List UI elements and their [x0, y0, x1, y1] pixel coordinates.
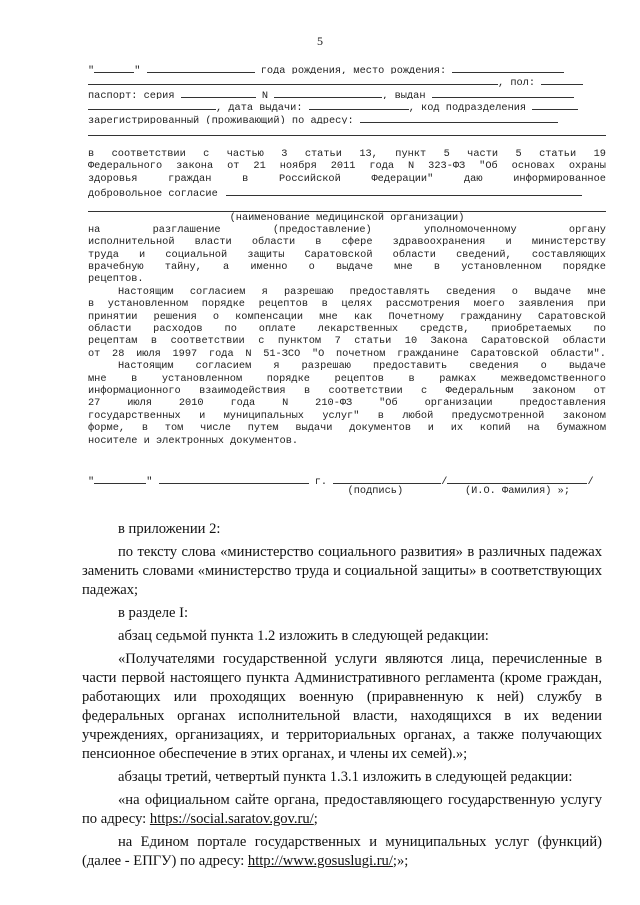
social-saratov-link[interactable]: https://social.saratov.gov.ru/ [149, 811, 314, 827]
form-line-text: добровольное согласие [88, 188, 218, 198]
form-word: Саратовской [538, 310, 606, 323]
quote-close: " [134, 65, 141, 75]
form-word: статьи [539, 147, 577, 160]
form-word: выдаче [568, 360, 606, 373]
form-word: 27 [88, 397, 101, 410]
p8-text: на Едином портале государственных и муниципальных услуг (функций) (далее - ЕПГУ) по адресу: [82, 834, 602, 869]
form-word: бумажном [556, 422, 606, 435]
form-word: области [562, 335, 606, 348]
form-word: сведения [446, 285, 496, 298]
consent-paragraph-3 [88, 286, 606, 360]
form-text-line [88, 261, 606, 273]
form-text-line [88, 173, 606, 185]
form-word: законом [562, 409, 606, 422]
form-word: при [587, 298, 606, 311]
blank-issued [432, 87, 574, 98]
blank-sign-month [159, 473, 309, 484]
form-word: взаимодействия [199, 384, 286, 397]
form-word: на [88, 223, 101, 236]
form-text-line [88, 385, 606, 397]
form-word: 2010 [178, 397, 204, 410]
form-text-line [88, 311, 606, 323]
form-word: разрешаю [301, 360, 351, 373]
name-caption: (И.О. Фамилия) »; [464, 485, 570, 498]
form-word: в [141, 422, 149, 435]
form-word: согласием [195, 360, 252, 373]
form-word: муниципальных [223, 409, 304, 422]
form-word: года [369, 160, 395, 173]
form-word: Закона [430, 335, 468, 348]
form-word: от [227, 160, 240, 173]
issue-date-label: , дата выдачи: [216, 102, 303, 112]
division-code-label: , код подразделения [408, 102, 527, 112]
form-word: тайну, [164, 261, 202, 274]
form-word: разрешаю [284, 285, 334, 298]
amendment-p2: по тексту слова «министерство социального развития» в различных падежах заменить словами «министерство труда и социальной защиты» в соответствующих падежах; [82, 544, 602, 598]
form-word: о [511, 285, 518, 298]
form-word: и [505, 236, 512, 249]
form-word: принятии [88, 310, 138, 323]
form-text-line [88, 273, 606, 285]
form-word: Саратовской [481, 335, 550, 348]
form-word: в [377, 409, 384, 422]
form-word: 5 [515, 147, 522, 160]
form-row-birth [88, 62, 606, 74]
blank-org-name [226, 185, 582, 196]
form-word: порядке [562, 261, 606, 274]
form-row-passport [88, 87, 606, 99]
form-word: здоровья [88, 172, 138, 185]
form-word: по [224, 323, 237, 336]
form-word: закона [176, 160, 214, 173]
form-word: 3 [281, 147, 288, 160]
form-word: 21 [253, 160, 266, 173]
form-text-line [88, 224, 606, 236]
form-word: 51-ЗСО [263, 347, 301, 360]
form-word: "Об [379, 397, 398, 410]
amendment-p1: в приложении 2: [118, 521, 221, 537]
form-text-line [88, 185, 606, 197]
form-word: сведения [469, 360, 519, 373]
form-word: а [223, 261, 230, 274]
signature-captions [88, 485, 606, 497]
form-row-address [88, 112, 606, 124]
form-word: социальной [165, 248, 228, 261]
form-text-line [88, 397, 606, 409]
form-word: моего [473, 298, 505, 311]
form-word: копий [479, 422, 511, 435]
form-word: я [261, 285, 268, 298]
form-text-line [88, 148, 606, 160]
blank-address [360, 112, 558, 123]
passport-label: паспорт: серия [88, 89, 175, 100]
form-word: информационного [88, 384, 181, 397]
address-label: зарегистрированный (проживающий) по адресу: [88, 114, 354, 124]
form-text-line [88, 410, 606, 422]
form-word: сфере [341, 236, 373, 249]
form-word: 1997 [172, 347, 198, 360]
blank-month [147, 62, 255, 73]
form-word: путем [247, 422, 279, 435]
form-word: на [527, 422, 540, 435]
signature-caption: (подпись) [347, 485, 404, 498]
form-word: рецептов [334, 372, 384, 385]
consent-paragraph-4 [88, 360, 606, 447]
form-word: Федерации" [371, 172, 434, 185]
form-word: в [131, 372, 138, 385]
form-word: "Об [479, 160, 498, 173]
form-word: законом [531, 384, 576, 397]
blank-series [181, 87, 256, 98]
form-word: и [139, 248, 146, 261]
form-word: ноября [279, 160, 317, 173]
form-word: здравоохранения [392, 236, 486, 249]
form-word: N [282, 397, 289, 410]
form-word: области [251, 236, 296, 249]
form-word: "О [311, 347, 325, 360]
issued-label: , выдан [382, 89, 426, 100]
form-word: пунктом [277, 335, 322, 348]
form-word: мне [88, 372, 107, 385]
form-word: средств, [420, 323, 470, 336]
consent-paragraph-2 [88, 224, 606, 286]
form-word: в [321, 298, 328, 311]
form-word: решения [153, 310, 197, 323]
form-word: Федеральным [445, 384, 514, 397]
form-word: врачебную [88, 261, 144, 274]
form-row-sex [88, 74, 606, 86]
form-word: форме, [88, 422, 126, 435]
blank-sign-day [94, 473, 146, 484]
form-word: Российской [279, 172, 341, 185]
form-word: основах [511, 160, 555, 173]
form-word: исполнительной [88, 236, 175, 249]
form-word: 10 [404, 335, 418, 348]
form-word: рецептам [88, 335, 138, 348]
blank-birthplace-cont [88, 74, 498, 85]
blank-sex [541, 74, 583, 85]
form-word: как [353, 310, 373, 323]
form-word: статьи [354, 335, 392, 348]
birth-label: года рождения, место рождения: [260, 65, 447, 75]
amendment-p4: абзац седьмой пункта 1.2 изложить в следующей редакции: [118, 628, 489, 644]
form-word: Саратовской [470, 347, 539, 360]
amendment-p3: в разделе I: [118, 605, 189, 621]
form-word: о [212, 310, 220, 323]
form-word: числе [200, 422, 231, 435]
form-word: в [433, 261, 441, 274]
p8-tail: ;»; [392, 853, 409, 869]
amendment-p5: «Получателями государственной услуги являются лица, перечисленные в части первой настоящего пункта Административного регламента (кроме граждан, работающих или проходящих военную (приравненную к ней) службу в федеральных органах исполнительной власти, находящихся в их ведении учреждениях, организациях, и территориальных органах, а также получающих пенсионное обеспечение в этих органах, и члены их семей).»; [82, 651, 602, 762]
blank-division-code [532, 99, 578, 110]
blank-issued-cont [88, 99, 216, 110]
form-word: организации [424, 397, 493, 410]
form-word: министерству [531, 236, 606, 249]
form-word: целях [341, 298, 373, 311]
form-word: оплате [258, 323, 296, 336]
form-word: (предоставление) [272, 223, 372, 236]
amendment-p8 [82, 833, 602, 871]
form-word: рецептов [258, 298, 309, 311]
form-text-line [88, 286, 606, 298]
form-word: гражданину [460, 310, 522, 323]
form-word: пункт [395, 147, 427, 160]
form-word: частью [226, 147, 264, 160]
blank-number [274, 87, 382, 98]
form-word: по [593, 323, 606, 336]
p7-tail: ; [313, 811, 318, 827]
blank-org-line [88, 200, 606, 212]
amendment-p6: абзацы третий, четвертый пункта 1.3.1 изложить в следующей редакции: [118, 769, 573, 785]
form-word: даю [464, 172, 483, 185]
form-word: в [242, 172, 249, 185]
form-word: рамках [439, 372, 477, 385]
form-word: 323-ФЗ [428, 160, 466, 173]
form-word: мне [319, 310, 338, 323]
form-word: информированное [513, 172, 606, 185]
form-word: Почетному [388, 310, 445, 323]
form-word: от [593, 384, 606, 397]
form-word: предоставления [519, 397, 606, 410]
form-word: июля [136, 347, 161, 360]
form-word: гражданине [397, 347, 459, 360]
form-word: предусмотренной [451, 409, 545, 422]
form-word: 19 [593, 147, 606, 160]
form-word: именно [250, 261, 288, 274]
form-text-line [88, 435, 606, 447]
form-word: о [308, 261, 315, 274]
amendment-p7 [82, 791, 602, 829]
form-word: соответствии [111, 147, 186, 160]
form-word: услуг" [322, 409, 360, 422]
form-word: мне [587, 285, 606, 298]
form-word: приобретаемых [491, 323, 572, 336]
form-word: предоставить [373, 360, 448, 373]
blank-day [94, 62, 134, 73]
form-word: соответствии [170, 335, 245, 348]
form-word: 7 [334, 335, 341, 348]
form-word: и [427, 422, 434, 435]
form-word: сведений, [456, 248, 512, 261]
quote-open: " [88, 65, 95, 75]
p7-text: «на официальном сайте органа, предоставляющего государственную услугу по адресу: [82, 792, 602, 827]
form-word: мне [394, 261, 413, 274]
form-word: в [408, 372, 415, 385]
form-word: области [88, 323, 132, 336]
form-word: в [88, 298, 95, 311]
form-word: 210-ФЗ [315, 397, 353, 410]
form-word: установленном [161, 372, 243, 385]
form-word: года [208, 347, 234, 360]
form-word: составляющих [531, 248, 606, 261]
form-word: с [421, 384, 428, 397]
form-word: порядке [201, 298, 245, 311]
form-word: области [392, 248, 436, 261]
form-word: органу [568, 223, 606, 236]
form-word: части [467, 147, 499, 160]
form-word: выдаче [534, 285, 572, 298]
form-word: в [88, 147, 95, 160]
form-text-line [88, 422, 606, 434]
form-word: года [230, 397, 256, 410]
form-word: 5 [443, 147, 450, 160]
form-word: том [164, 422, 184, 435]
form-word: их [450, 422, 464, 435]
amendment-text [82, 520, 602, 871]
form-text-line [88, 160, 606, 172]
consent-paragraph-1 [88, 148, 606, 198]
form-word: 13, [359, 147, 378, 160]
form-word: любой [402, 409, 434, 422]
form-word: разглашение [152, 223, 221, 236]
form-word: я [273, 360, 280, 373]
form-word: межведомственного [500, 372, 606, 385]
form-word: Настоящим [118, 360, 174, 373]
form-word: власти [194, 236, 232, 249]
gosuslugi-link[interactable]: http://www.gosuslugi.ru/ [247, 853, 393, 869]
blank-signature [333, 473, 441, 484]
form-word: уполномоченному [423, 223, 517, 236]
form-word: лекарственных [317, 323, 399, 336]
form-text-line [88, 236, 606, 248]
form-word: предоставлять [349, 285, 430, 298]
form-word: установленном [107, 298, 189, 311]
org-caption: (наименование медицинской организации) [229, 211, 465, 224]
form-word: государственных [88, 409, 181, 422]
form-word: в [315, 236, 322, 249]
form-text-line [88, 373, 606, 385]
form-word: выдачи [295, 422, 333, 435]
form-text-line [88, 249, 606, 261]
form-word: с [258, 335, 265, 348]
form-word: июля [127, 397, 152, 410]
signature-row: " " г. / / [88, 473, 606, 485]
form-word: в [150, 335, 158, 348]
form-word: заявления [518, 298, 574, 311]
form-word: охраны [568, 160, 606, 173]
blank-full-name [447, 473, 587, 484]
form-word: Настоящим [118, 285, 174, 298]
form-text-line [88, 323, 606, 335]
form-word: согласием [189, 285, 246, 298]
form-word: защиты [247, 248, 285, 261]
form-word: выдаче [335, 261, 374, 274]
form-word: почетном [336, 347, 386, 360]
form-text-line [88, 348, 606, 360]
form-word: с [203, 147, 210, 160]
form-row-date [88, 99, 606, 111]
form-word: документов [349, 422, 411, 435]
form-line-text: носителе и электронных документов. [88, 434, 299, 447]
form-word: граждан [168, 172, 212, 185]
form-word: в [303, 384, 311, 397]
form-text-line [88, 298, 606, 310]
form-word: Федерального [88, 160, 163, 173]
form-word: соответствии [328, 384, 403, 397]
blank-address-line [88, 124, 606, 136]
form-word: и [199, 409, 206, 422]
number-label: N [261, 89, 269, 100]
sex-label: , пол: [498, 77, 536, 87]
form-word: о [540, 360, 547, 373]
consent-form [88, 62, 606, 498]
form-word: рассмотрения [385, 298, 461, 311]
page-number: 5 [317, 34, 323, 48]
form-word: порядке [266, 372, 310, 385]
form-word: 28 [112, 347, 125, 360]
year-suffix: г. [314, 475, 328, 486]
form-word: от [88, 347, 101, 360]
form-text-line [88, 360, 606, 372]
form-text-line [88, 335, 606, 347]
form-word: компенсации [235, 310, 304, 323]
blank-birthplace [452, 62, 564, 73]
form-word: N [408, 160, 415, 173]
form-word: установленном [461, 261, 542, 274]
form-word: 2011 [330, 160, 356, 173]
form-word: N [245, 347, 252, 360]
form-word: области". [550, 347, 606, 360]
form-line-text: рецептов. [88, 273, 144, 286]
form-word: Саратовской [304, 248, 373, 261]
blank-issue-date [309, 99, 409, 110]
form-word: расходов [153, 323, 203, 336]
form-word: статьи [304, 147, 342, 160]
form-word: труда [88, 248, 119, 261]
